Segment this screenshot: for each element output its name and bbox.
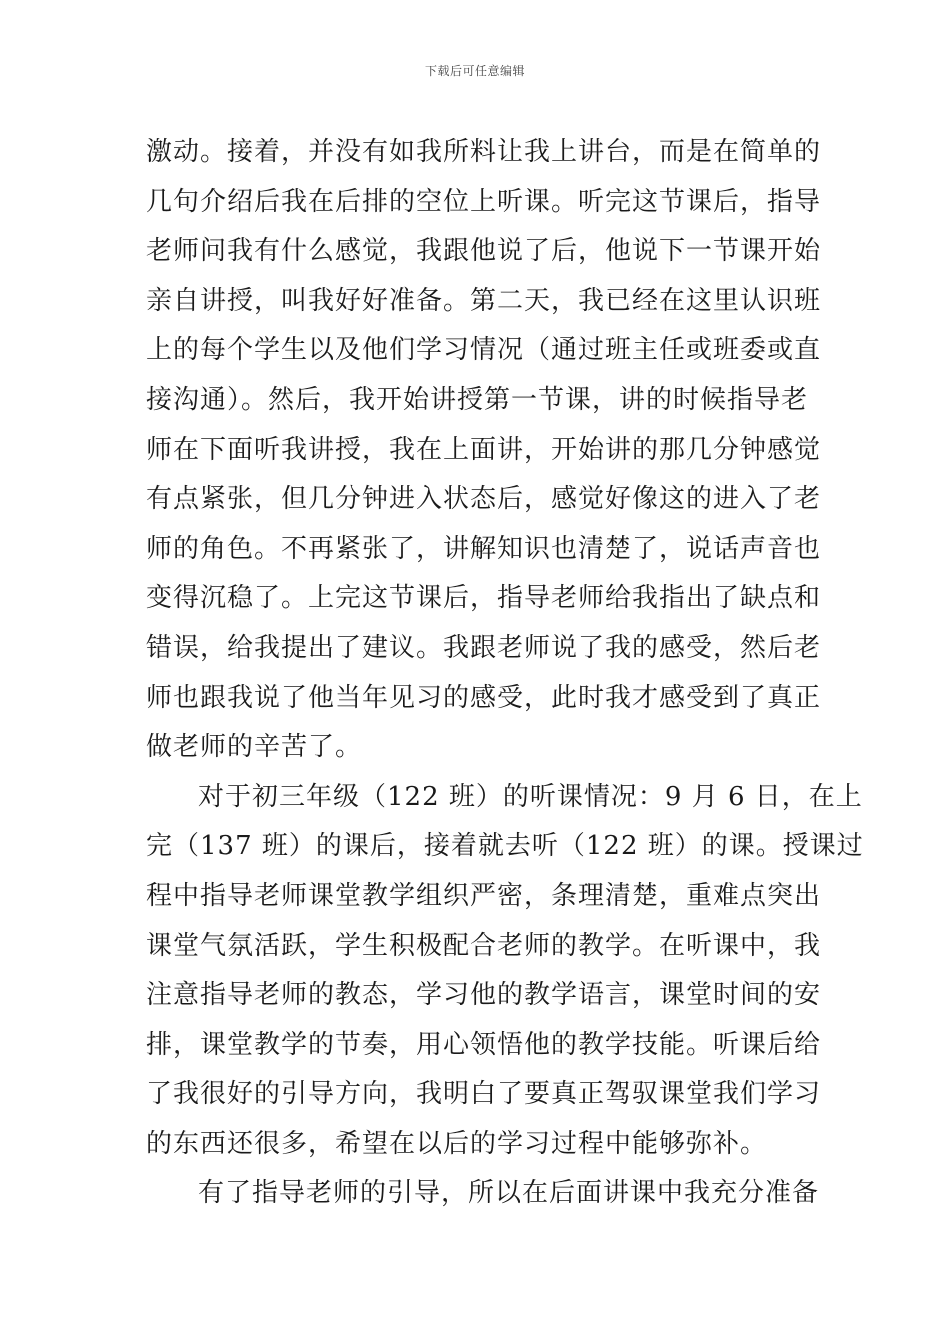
text-line: 激动。接着，并没有如我所料让我上讲台，而是在简单的 — [146, 137, 822, 167]
text-line: 错误，给我提出了建议。我跟老师说了我的感受，然后老 — [146, 632, 822, 663]
paragraph — [146, 1169, 820, 1219]
text-line: 接沟通）。然后，我开始讲授第一节课，讲的时候指导老 — [146, 384, 809, 415]
page-header: 下载后可任意编辑 — [424, 64, 525, 78]
text-line: 课堂气氛活跃，学生积极配合老师的教学。在听课中，我 — [146, 930, 822, 961]
text-line: 老师问我有什么感觉，我跟他说了后，他说下一节课开始 — [146, 236, 822, 267]
document-body — [146, 128, 864, 1219]
text-line: 了我很好的引导方向，我明白了要真正驾驭课堂我们学习 — [146, 1079, 822, 1110]
text-line: 完（137 班）的课后，接着就去听（122 班）的课。授课过 — [146, 831, 864, 862]
text-line: 上的每个学生以及他们学习情况（通过班主任或班委或直 — [146, 335, 822, 366]
text-line: 有点紧张，但几分钟进入状态后，感觉好像这的进入了老 — [146, 484, 822, 515]
text-line: 对于初三年级（122 班）的听课情况：9 月 6 日，在上 — [198, 781, 863, 812]
paragraph — [146, 128, 822, 773]
text-line: 排，课堂教学的节奏，用心领悟他的教学技能。听课后给 — [146, 1029, 822, 1060]
text-line: 的东西还很多，希望在以后的学习过程中能够弥补。 — [146, 1128, 768, 1159]
text-line: 有了指导老师的引导，所以在后面讲课中我充分准备 — [198, 1178, 820, 1209]
text-line: 程中指导老师课堂教学组织严密，条理清楚，重难点突出 — [146, 880, 822, 911]
text-line: 注意指导老师的教态，学习他的教学语言，课堂时间的安 — [146, 980, 822, 1011]
text-line: 变得沉稳了。上完这节课后，指导老师给我指出了缺点和 — [146, 583, 822, 614]
text-line: 师也跟我说了他当年见习的感受，此时我才感受到了真正 — [146, 682, 822, 713]
text-line: 几句介绍后我在后排的空位上听课。听完这节课后，指导 — [146, 186, 822, 217]
text-line: 师在下面听我讲授，我在上面讲，开始讲的那几分钟感觉 — [146, 434, 822, 465]
paragraph — [146, 773, 864, 1170]
text-line: 做老师的辛苦了。 — [146, 732, 363, 763]
text-line: 师的角色。不再紧张了，讲解知识也清楚了，说话声音也 — [146, 533, 822, 564]
text-line: 亲自讲授，叫我好好准备。第二天，我已经在这里认识班 — [146, 285, 822, 316]
